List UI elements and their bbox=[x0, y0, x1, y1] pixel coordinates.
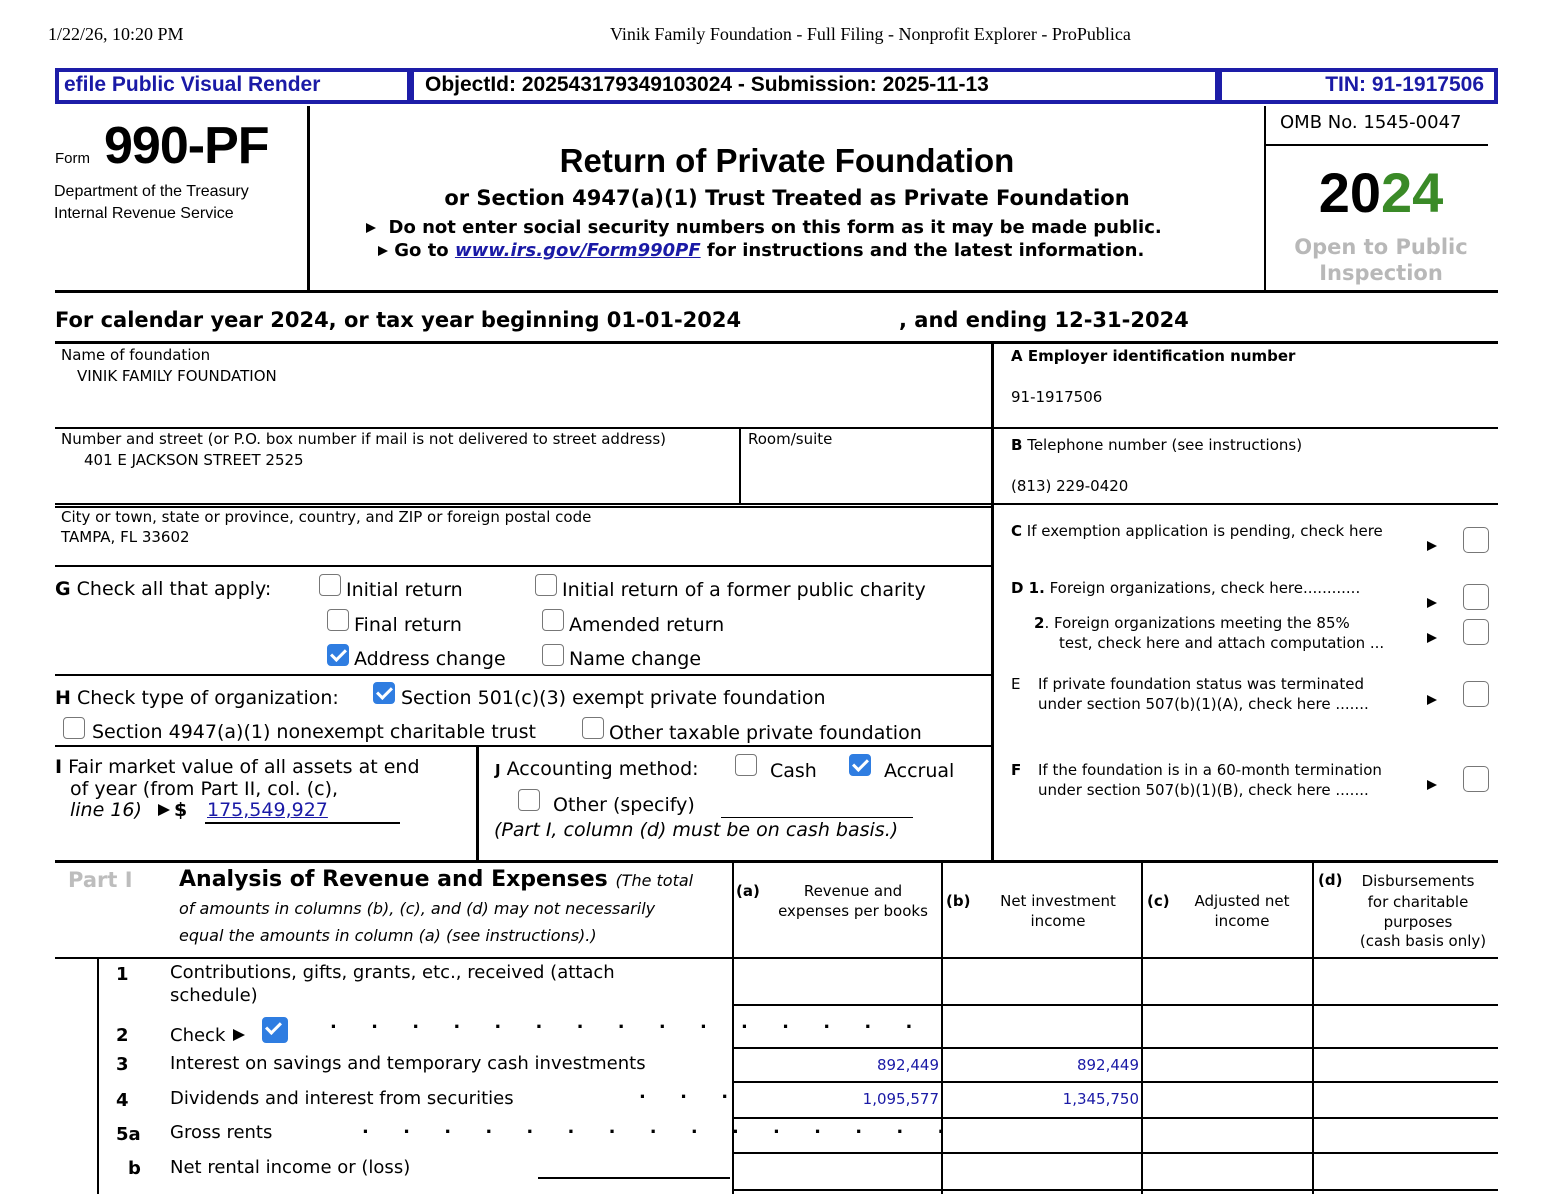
city-value: TAMPA, FL 33602 bbox=[61, 528, 190, 546]
street-value: 401 E JACKSON STREET 2525 bbox=[84, 451, 304, 469]
address-change-checkbox[interactable] bbox=[327, 644, 349, 666]
section-4947-checkbox[interactable] bbox=[63, 717, 85, 739]
row-3-col-b: 892,449 bbox=[1076, 1056, 1139, 1074]
row-2-dots: . . . . . . . . . . . . . . . bbox=[330, 1012, 927, 1033]
check-e-label-1: If private foundation status was terminated bbox=[1038, 675, 1364, 693]
row-5b-num: b bbox=[128, 1158, 141, 1179]
arrow-icon bbox=[1427, 695, 1437, 705]
check-d1-checkbox[interactable] bbox=[1463, 584, 1489, 610]
cash-label: Cash bbox=[770, 760, 817, 782]
row-3-label: Interest on savings and temporary cash investments bbox=[170, 1053, 646, 1074]
initial-return-checkbox[interactable] bbox=[319, 574, 341, 596]
other-taxable-label: Other taxable private foundation bbox=[609, 722, 922, 744]
check-d2-checkbox[interactable] bbox=[1463, 619, 1489, 645]
section-501-checkbox[interactable] bbox=[373, 682, 395, 704]
print-datetime: 1/22/26, 10:20 PM bbox=[48, 24, 184, 44]
section-i-line3: line 16) bbox=[70, 799, 142, 821]
row-5a-num: 5a bbox=[116, 1124, 141, 1145]
col-d-header: Disbursements for charitable purposes bbox=[1361, 872, 1475, 931]
col-c-header: Adjusted net income bbox=[1194, 892, 1290, 930]
row-3-col-a: 892,449 bbox=[876, 1056, 939, 1074]
section-h-label: H Check type of organization: bbox=[55, 687, 339, 709]
fair-market-value[interactable]: 175,549,927 bbox=[207, 799, 328, 821]
arrow-icon bbox=[366, 223, 376, 233]
row-4-label: Dividends and interest from securities bbox=[170, 1088, 514, 1109]
arrow-icon bbox=[378, 246, 388, 256]
check-c-label: C If exemption application is pending, check here bbox=[1011, 522, 1383, 540]
phone-value: (813) 229-0420 bbox=[1011, 477, 1129, 495]
form-title: Return of Private Foundation bbox=[559, 142, 1015, 179]
dept-line1: Department of the Treasury bbox=[54, 183, 249, 200]
section-g-label: G Check all that apply: bbox=[55, 578, 272, 600]
object-id: ObjectId: 202543179349103024 - Submission: 2025-11-13 bbox=[425, 73, 989, 96]
arrow-icon bbox=[1427, 598, 1437, 608]
col-a-header: Revenue and expenses per books bbox=[778, 882, 928, 920]
amended-return-checkbox[interactable] bbox=[542, 609, 564, 631]
irs-link[interactable]: www.irs.gov/Form990PF bbox=[454, 240, 701, 261]
part-label: Part I bbox=[68, 868, 133, 892]
section-501-label: Section 501(c)(3) exempt private foundation bbox=[401, 687, 826, 709]
ein-label: A Employer identification number bbox=[1011, 347, 1296, 365]
check-f-checkbox[interactable] bbox=[1463, 766, 1489, 792]
accrual-checkbox[interactable] bbox=[849, 754, 871, 776]
form-word: Form bbox=[55, 150, 90, 167]
final-return-checkbox[interactable] bbox=[327, 609, 349, 631]
other-method-checkbox[interactable] bbox=[518, 789, 540, 811]
arrow-icon bbox=[1427, 633, 1437, 643]
name-label: Name of foundation bbox=[61, 346, 211, 364]
check-f-letter: F bbox=[1011, 761, 1022, 779]
notice-ssn: Do not enter social security numbers on this form as it may be made public. bbox=[366, 217, 1162, 238]
form-number: 990-PF bbox=[104, 117, 269, 175]
name-change-label: Name change bbox=[569, 648, 702, 670]
section-i-line2: of year (from Part II, col. (c), bbox=[70, 778, 339, 800]
cash-basis-note: (Part I, column (d) must be on cash basis.) bbox=[494, 819, 899, 841]
row-4-num: 4 bbox=[116, 1090, 129, 1111]
col-a-letter: (a) bbox=[736, 882, 760, 900]
row-5b-label: Net rental income or (loss) bbox=[170, 1157, 411, 1178]
col-d-header-4: (cash basis only) bbox=[1359, 932, 1487, 950]
section-j-label: J Accounting method: bbox=[495, 758, 699, 780]
col-b-letter: (b) bbox=[946, 892, 971, 910]
check-d2-label: 2. Foreign organizations meeting the 85% bbox=[1034, 614, 1350, 632]
row-4-dots: . . . bbox=[639, 1082, 743, 1103]
arrow-icon bbox=[1427, 541, 1437, 551]
street-label: Number and street (or P.O. box number if mail is not delivered to street address) bbox=[61, 430, 667, 448]
calendar-end: , and ending 12-31-2024 bbox=[899, 308, 1189, 332]
render-label: efile Public Visual Render bbox=[64, 73, 321, 96]
row-1-num: 1 bbox=[116, 964, 129, 985]
row-5a-dots: . . . . . . . . . . . . . . . bbox=[362, 1117, 959, 1138]
open-to-public: Open to Public Inspection bbox=[1294, 235, 1468, 285]
ein-value: 91-1917506 bbox=[1011, 388, 1103, 406]
print-page-title: Vinik Family Foundation - Full Filing - Nonprofit Explorer - ProPublica bbox=[610, 24, 1131, 44]
row-4-col-a: 1,095,577 bbox=[862, 1090, 939, 1108]
col-d-letter: (d) bbox=[1318, 871, 1343, 889]
part1-desc-3: equal the amounts in column (a) (see instructions).) bbox=[179, 926, 597, 945]
arrow-icon bbox=[158, 804, 170, 816]
dollar-sign: $ bbox=[174, 799, 188, 821]
check-d1-label: D 1. Foreign organizations, check here............ bbox=[1011, 579, 1361, 597]
row-5a-label: Gross rents bbox=[170, 1122, 273, 1143]
final-return-label: Final return bbox=[354, 614, 462, 636]
cash-checkbox[interactable] bbox=[735, 754, 757, 776]
row-2-label: Check bbox=[170, 1025, 226, 1046]
amended-return-label: Amended return bbox=[569, 614, 725, 636]
check-e-label-2: under section 507(b)(1)(A), check here ....... bbox=[1038, 695, 1369, 713]
form-subtitle: or Section 4947(a)(1) Trust Treated as Private Foundation bbox=[444, 186, 1130, 210]
section-i-line1: I Fair market value of all assets at end bbox=[55, 756, 420, 778]
arrow-icon bbox=[233, 1029, 245, 1041]
tin: TIN: 91-1917506 bbox=[1325, 73, 1484, 96]
name-change-checkbox[interactable] bbox=[542, 644, 564, 666]
room-label: Room/suite bbox=[748, 430, 833, 448]
check-e-checkbox[interactable] bbox=[1463, 681, 1489, 707]
initial-return-label: Initial return bbox=[346, 579, 463, 601]
phone-label: B Telephone number (see instructions) bbox=[1011, 436, 1303, 454]
row-2-checkbox[interactable] bbox=[262, 1017, 288, 1043]
part1-desc-2: of amounts in columns (b), (c), and (d) may not necessarily bbox=[179, 899, 656, 918]
accrual-label: Accrual bbox=[884, 760, 955, 782]
dept-line2: Internal Revenue Service bbox=[54, 205, 234, 222]
check-e-letter: E bbox=[1011, 675, 1021, 693]
part1-title: Analysis of Revenue and Expenses (The total bbox=[179, 867, 694, 892]
row-3-num: 3 bbox=[116, 1054, 129, 1075]
initial-former-checkbox[interactable] bbox=[535, 574, 557, 596]
section-4947-label: Section 4947(a)(1) nonexempt charitable trust bbox=[92, 721, 536, 743]
initial-former-label: Initial return of a former public charity bbox=[562, 579, 926, 601]
row-2-num: 2 bbox=[116, 1025, 129, 1046]
tax-year: 2024 bbox=[1318, 161, 1444, 224]
foundation-name: VINIK FAMILY FOUNDATION bbox=[77, 367, 277, 385]
omb-number: OMB No. 1545-0047 bbox=[1280, 112, 1462, 133]
check-d2-label-2: test, check here and attach computation ... bbox=[1059, 634, 1385, 652]
other-method-label: Other (specify) bbox=[553, 794, 695, 816]
other-taxable-checkbox[interactable] bbox=[582, 717, 604, 739]
row-4-col-b: 1,345,750 bbox=[1062, 1090, 1139, 1108]
city-label: City or town, state or province, country, and ZIP or foreign postal code bbox=[61, 508, 592, 526]
row-1-label: Contributions, gifts, grants, etc., received (attach schedule) bbox=[170, 962, 615, 1006]
col-c-letter: (c) bbox=[1147, 892, 1170, 910]
notice-instructions: Go to www.irs.gov/Form990PF for instructions and the latest information. bbox=[378, 240, 1144, 261]
col-b-header: Net investment income bbox=[1000, 892, 1116, 930]
address-change-label: Address change bbox=[354, 648, 506, 670]
check-f-label-2: under section 507(b)(1)(B), check here ....... bbox=[1038, 781, 1369, 799]
efile-banner bbox=[55, 68, 1498, 104]
check-f-label-1: If the foundation is in a 60-month termination bbox=[1038, 761, 1382, 779]
arrow-icon bbox=[1427, 780, 1437, 790]
check-c-checkbox[interactable] bbox=[1463, 527, 1489, 553]
calendar-begin: For calendar year 2024, or tax year beginning 01-01-2024 bbox=[55, 308, 742, 332]
